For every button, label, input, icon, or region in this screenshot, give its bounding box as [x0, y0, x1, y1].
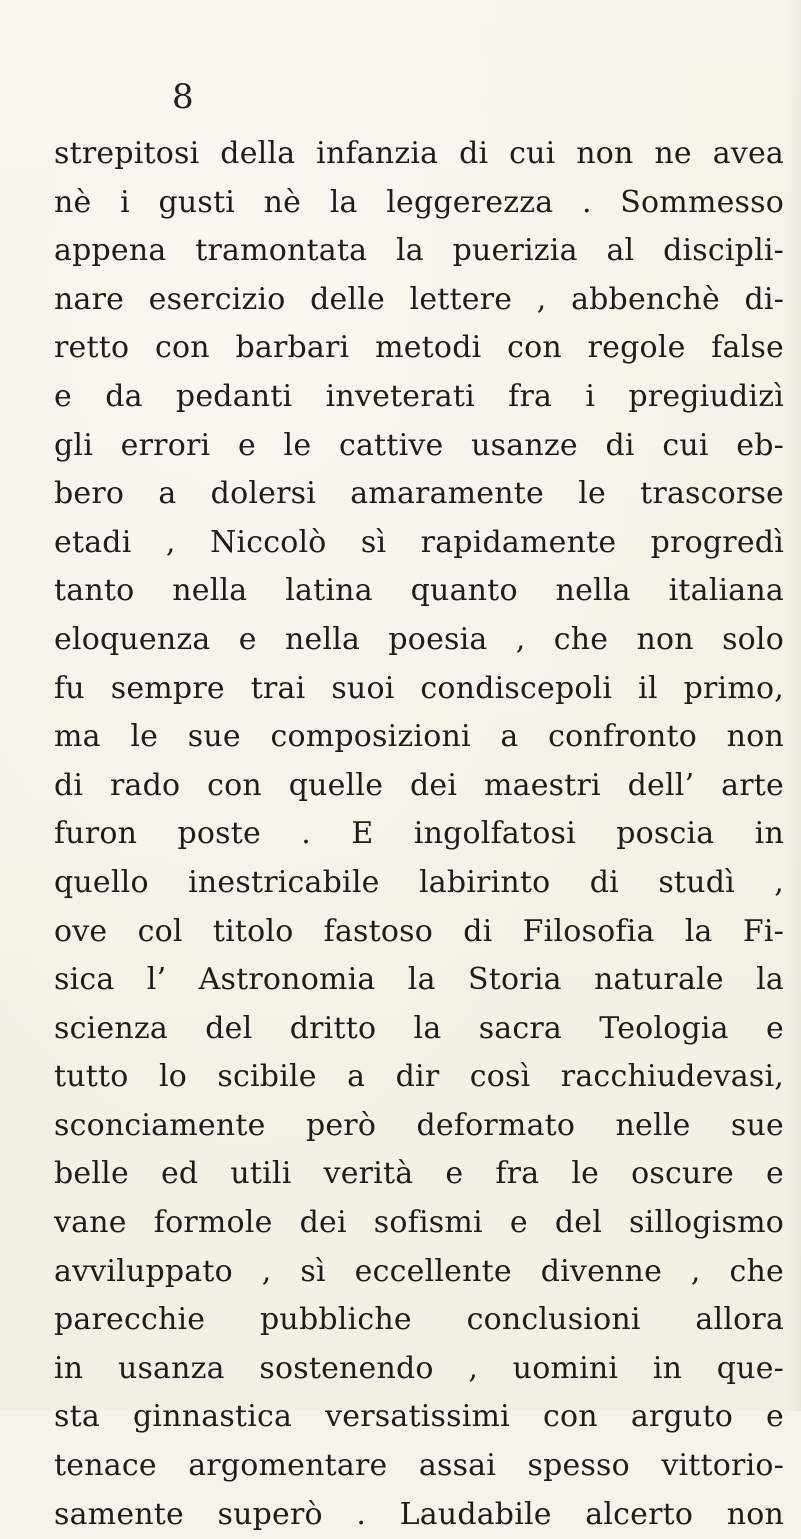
text-line: di rado con quelle dei maestri dell’ arte [54, 767, 784, 803]
text-line: sta ginnastica versatissimi con arguto e [54, 1399, 784, 1435]
text-line: scienza del dritto la sacra Teologia e [54, 1010, 784, 1046]
text-line: tutto lo scibile a dir così racchiudevasi, [54, 1059, 784, 1095]
body-text [54, 130, 784, 1539]
text-line: vane formole dei sofismi e del sillogismo [54, 1205, 784, 1241]
text-line: e da pedanti inveterati fra i pregiudizì [54, 378, 784, 414]
text-line: tanto nella latina quanto nella italiana [54, 573, 784, 609]
text-line: gli errori e le cattive usanze di cui eb- [54, 427, 784, 463]
text-line: belle ed utili verità e fra le oscure e [54, 1156, 784, 1192]
text-line: bero a dolersi amaramente le trascorse [54, 476, 784, 512]
text-line: ma le sue composizioni a confronto non [54, 719, 784, 755]
text-line: retto con barbari metodi con regole false [54, 330, 784, 366]
text-line: furon poste . E ingolfatosi poscia in [54, 816, 784, 852]
text-line: ove col titolo fastoso di Filosofia la Fi- [54, 913, 784, 949]
text-line: strepitosi della infanzia di cui non ne avea [54, 136, 784, 171]
text-line: in usanza sostenendo , uomini in que- [54, 1350, 784, 1386]
page-number: 8 [172, 77, 194, 117]
text-line: eloquenza e nella poesia , che non solo [54, 621, 784, 657]
text-line: tenace argomentare assai spesso vittorio- [54, 1448, 784, 1484]
text-line: nare esercizio delle lettere , abbenchè di- [54, 281, 784, 317]
text-line: fu sempre trai suoi condiscepoli il primo, [54, 670, 784, 706]
text-line: etadi , Niccolò sì rapidamente progredì [54, 524, 784, 560]
text-line: quello inestricabile labirinto di studì , [54, 864, 784, 900]
page-edge-shadow [785, 0, 801, 1411]
text-line: avviluppato , sì eccellente divenne , che [54, 1253, 784, 1289]
text-line: appena tramontata la puerizia al discipli- [54, 233, 784, 269]
text-line: samente superò . Laudabile alcerto non [54, 1496, 784, 1532]
text-line: nè i gusti nè la leggerezza . Sommesso [54, 184, 784, 220]
text-line: sconciamente però deformato nelle sue [54, 1107, 784, 1143]
text-line: parecchie pubbliche conclusioni allora [54, 1302, 784, 1338]
text-line: sica l’ Astronomia la Storia naturale la [54, 962, 784, 998]
